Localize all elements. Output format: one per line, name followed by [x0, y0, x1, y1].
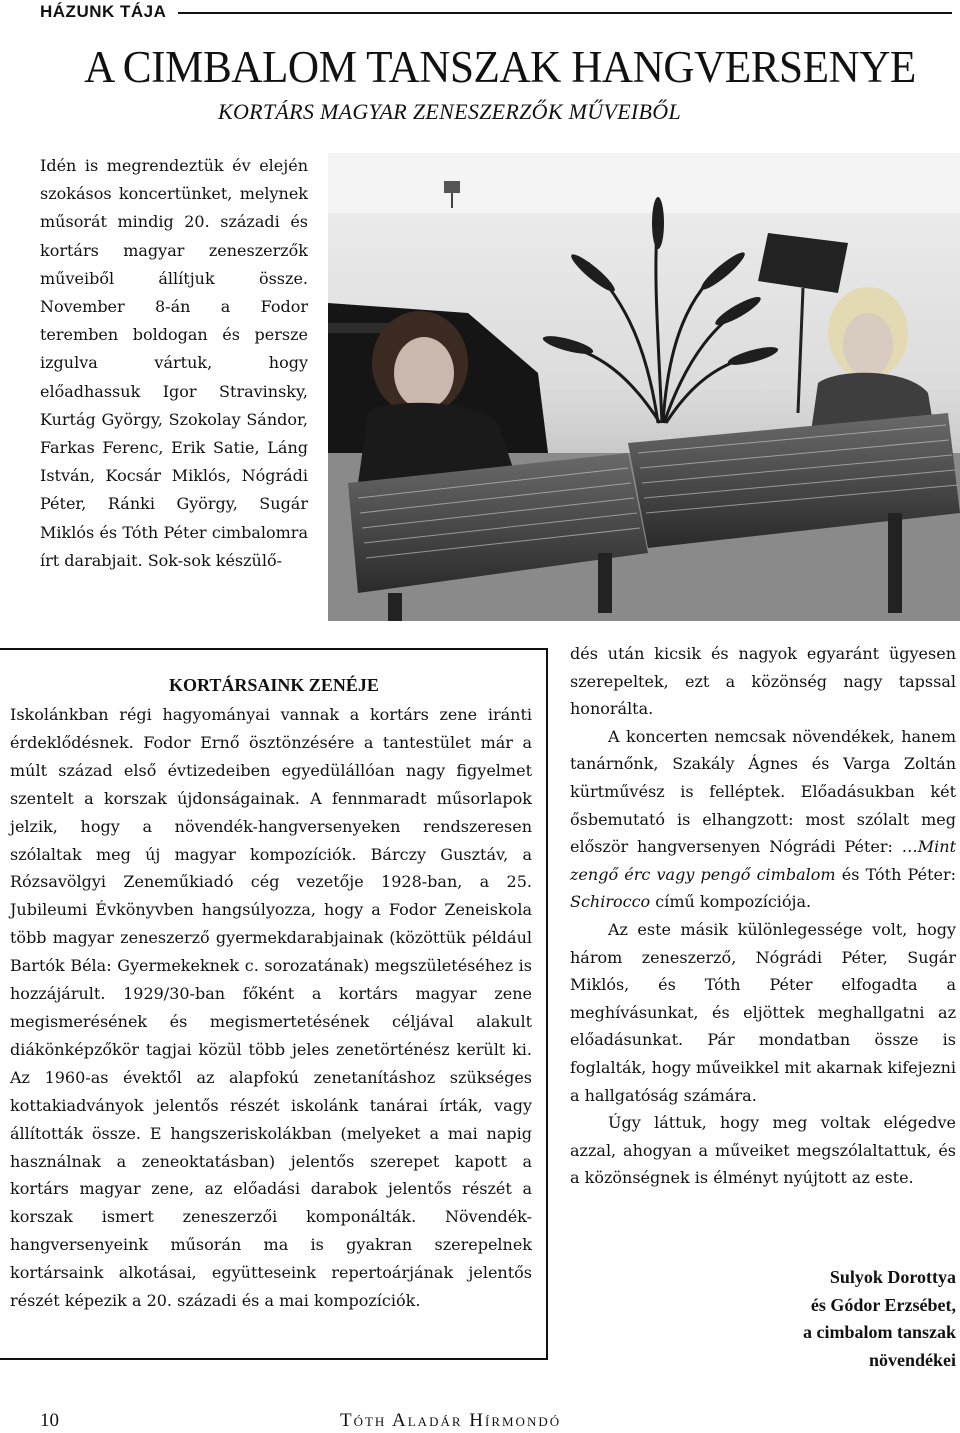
page-number: 10 — [40, 1410, 59, 1431]
author-signature — [596, 1264, 956, 1374]
right-paragraph-2-start: A koncerten nemcsak növendékek, hanem tanárnőnk, Szakály Ágnes és Varga Zoltán kürtművész is felléptek. Előadásukban két ősbemutató is elhangzott: most szólalt meg először hangversenyen Nógrádi Péter: — [570, 726, 956, 857]
right-column — [570, 640, 956, 1192]
right-paragraph-4: Úgy láttuk, hogy meg voltak elégedve azzal, ahogyan a műveiket megszólaltattuk, és a közönségnek is élményt nyújtott az este. — [570, 1113, 956, 1188]
intro-column — [40, 152, 308, 575]
header-rule — [178, 12, 952, 14]
article-title: A CIMBALOM TANSZAK HANGVERSENYE — [84, 42, 916, 92]
article-subtitle: KORTÁRS MAGYAR ZENESZERZŐK MŰVEIBŐL — [218, 99, 682, 124]
work-title-2: Schirocco — [570, 892, 651, 912]
signature-line-1: Sulyok Dorottya — [829, 1267, 956, 1287]
work-title-1: …Mint zengő érc vagy pengő cimbalom — [570, 837, 956, 884]
cimbalom-photo — [328, 153, 960, 621]
section-tag: HÁZUNK TÁJA — [40, 2, 167, 21]
right-paragraph-3: Az este másik különlegessége volt, hogy három zeneszerző, Nógrádi Péter, Sugár Miklós, és Tóth Péter elfogadta a meghívásunkat, és eljöttek meghallgatni az előadásunkat. Pár mondatban össze is foglalták, hogy műveikkel mit akarnak kifejezni a hallgatóság számára. — [570, 919, 956, 1105]
signature-line-3: a cimbalom tanszak — [803, 1322, 956, 1342]
intro-paragraph: Idén is megrendeztük év elején szokásos koncertünket, melynek műsorát mindig 20. századi és kortárs magyar zeneszerzők műveiből állítjuk össze. November 8-án a Fodor teremben boldogan és persze izgulva vártuk, hogy előadhassuk Igor Stravinsky, Kurtág György, Szokolay Sándor, Farkas Ferenc, Erik Satie, Láng István, Kocsár Miklós, Nógrádi Péter, Ránki György, Sugár Miklós és Tóth Péter cimbalomra írt darabjait. Sok-sok készülő- — [40, 156, 308, 570]
signature-line-4: növendékei — [868, 1349, 956, 1370]
sidebar-body — [10, 701, 532, 1315]
sidebar-paragraph: Iskolánkban régi hagyományai vannak a kortárs zene iránti érdeklődésnek. Fodor Ernő ösztönzésére a tantestület már a múlt század első évtizedeiben egyedülállóan nagy figyelmet szentelt a korszak újdonságainak. A fennmaradt műsorlapok jelzik, hogy a növendék-hangversenyeken rendszeresen szólaltak meg új magyar kompozíciók. Bárczy Gusztáv, a Rózsavölgyi Zeneműkiadó cég vezetője 1928-ban, a 25. Jubileumi Évkönyvben hangsúlyozza, hogy a Fodor Zeneiskola több magyar zeneszerző gyermekdarabjainak (közöttük például Bartók Béla: Gyermekeknek c. sorozatának) megszületéséhez is hozzájárult. 1929/30-ban főként a kortárs magyar zene megismerésének és megismertetésének céljával alakult diákönképzőkör tagjai közül több jeles zenetörténész került ki. Az 1960-as évektől az alapfokú zenetanításhoz szükséges kottakiadványok jelentős részét iskolánk tanárai írták, vagy állították össze. E hangszeriskolákban (melyeket a mai napig használnak a zeneoktatásban) jelentős szerepet kapott a kortárs magyar zene, az előadási darabok jelentős részét a korszak ismert zeneszerzői komponálták. Növendék-hangversenyeink műsorán ma is gyakran szerepelnek kortársaink alkotásai, együtteseink repertoárjának jelentős részét képezik a 20. századi és a mai kompozíciók. — [10, 705, 532, 1311]
publication-title: Tóth Aladár Hírmondó — [340, 1410, 562, 1431]
right-paragraph-2-end: című kompozíciója. — [650, 892, 812, 912]
right-paragraph-2-mid: és Tóth Péter: — [835, 864, 957, 884]
right-paragraph-2 — [570, 723, 956, 916]
signature-line-2: és Gódor Erzsébet, — [810, 1294, 956, 1315]
right-paragraph-1: dés után kicsik és nagyok egyaránt ügyesen szerepeltek, ezt a közönség nagy tapssal honorálta. — [570, 644, 956, 719]
sidebar-heading: KORTÁRSAINK ZENÉJE — [169, 675, 379, 695]
